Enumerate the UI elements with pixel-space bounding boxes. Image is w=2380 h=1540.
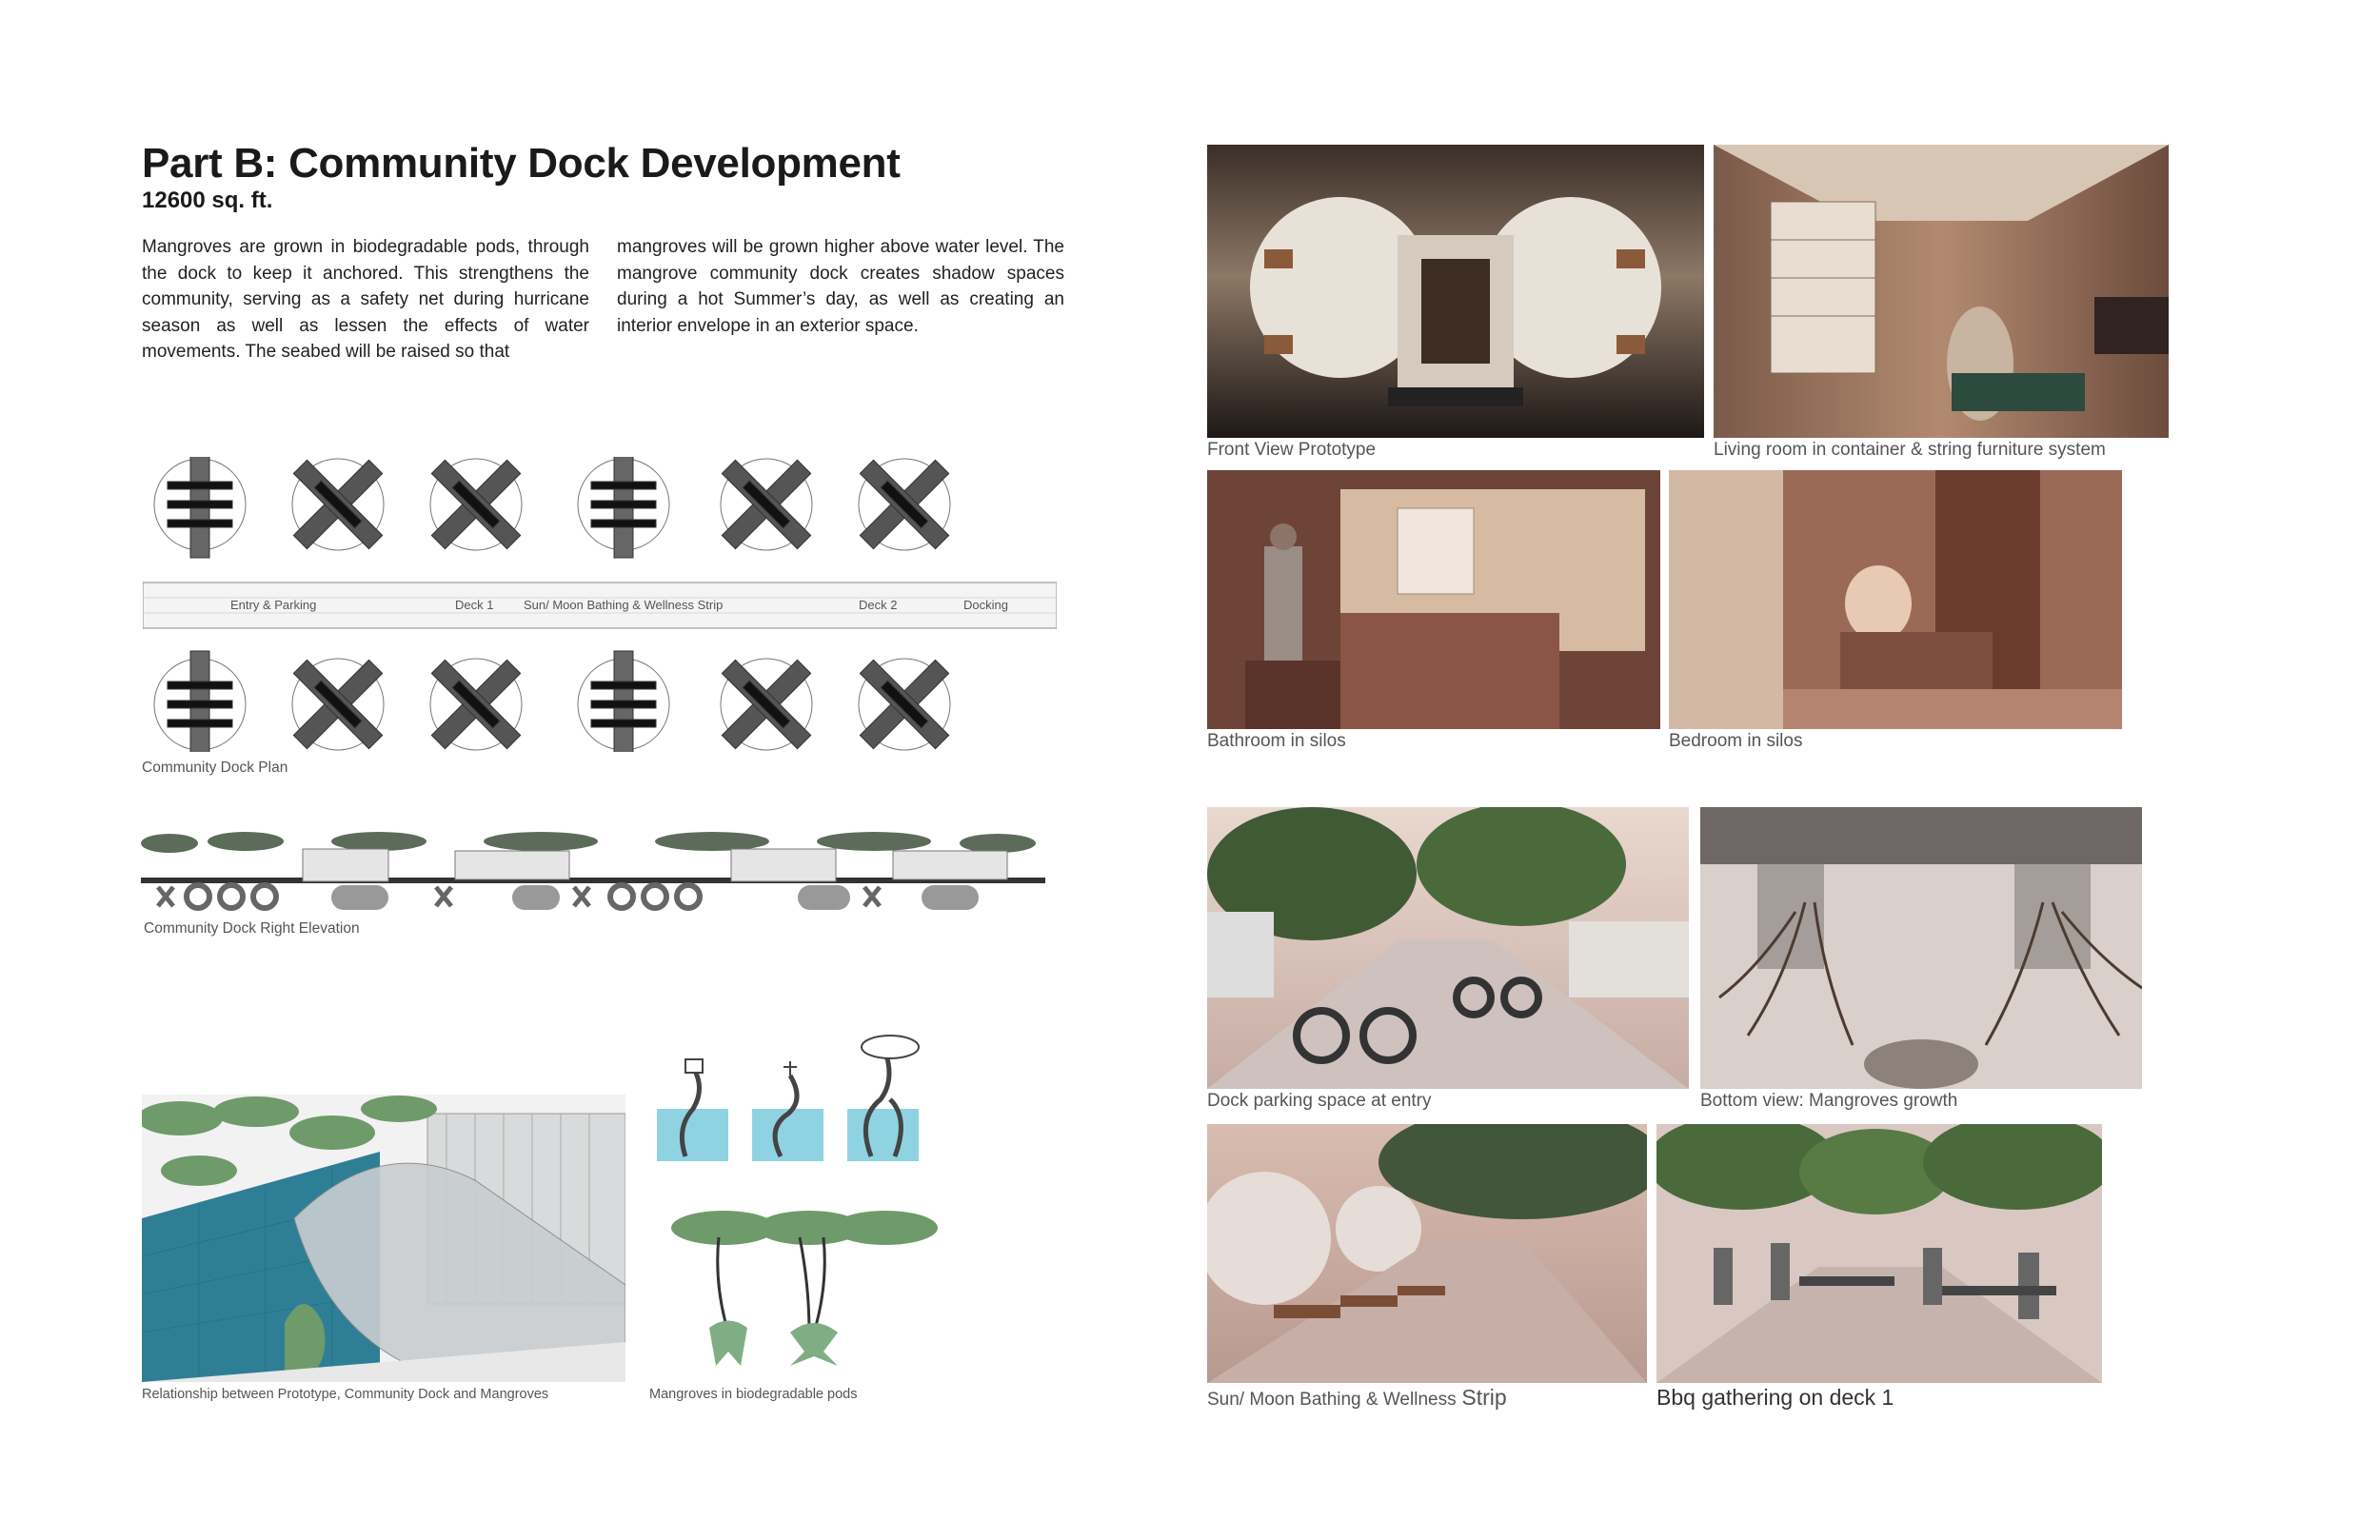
caption-sun-moon-suffix: Strip [1461,1385,1507,1410]
pod-symbol [578,457,669,558]
pod-symbol [430,659,522,750]
pod-symbol [154,457,246,558]
render-bbq-deck1 [1656,1124,2102,1383]
render-living-room [1714,145,2169,438]
caption-dock-parking: Dock parking space at entry [1207,1091,1432,1111]
pod-symbol [292,659,384,750]
pods-caption: Mangroves in biodegradable pods [649,1387,858,1402]
plan-label-strip: Sun/ Moon Bathing & Wellness Strip [524,598,724,612]
pod-symbol [721,459,812,550]
pod-symbol [859,659,950,750]
caption-sun-moon-strip [1207,1385,1507,1411]
mangrove-pods-illustration [666,1209,942,1371]
relationship-caption: Relationship between Prototype, Community Dock and Mangroves [142,1387,549,1402]
elevation-caption: Community Dock Right Elevation [144,920,360,937]
relationship-diagram [142,1095,625,1382]
caption-bathroom: Bathroom in silos [1207,731,1346,751]
community-dock-elevation [141,828,1045,914]
plan-label-entry: Entry & Parking [230,598,317,612]
pod-symbol [721,659,812,750]
render-bedroom [1669,470,2122,729]
body-text-col1: Mangroves are grown in biodegradable pods, through the dock to keep it anchored. This strengthens the community, serving as a safety net during hurricane season as well as lessen the effects of water movements. The seabed will be raised so that [142,237,589,362]
caption-bbq: Bbq gathering on deck 1 [1656,1385,1894,1410]
pod-symbol [292,459,384,550]
plan-label-deck1: Deck 1 [455,598,494,612]
pod-symbol [859,459,950,550]
render-sun-moon-strip [1207,1124,1647,1383]
page-title: Part B: Community Dock Development [142,140,901,187]
render-front-view [1207,145,1704,438]
render-bathroom [1207,470,1660,729]
caption-bedroom: Bedroom in silos [1669,731,1803,751]
caption-sun-moon-prefix: Sun/ Moon Bathing & Wellness [1207,1390,1457,1410]
render-bottom-view [1700,807,2142,1089]
pod-symbol [430,459,522,550]
area-subtitle: 12600 sq. ft. [142,188,273,213]
pod-symbol [154,651,246,752]
community-dock-plan [143,457,1057,752]
pod-growth-diagram [657,1033,942,1175]
render-dock-parking [1207,807,1689,1089]
caption-living-room: Living room in container & string furniture system [1714,440,2106,460]
plan-caption: Community Dock Plan [142,760,288,776]
body-text-col2: mangroves will be grown higher above water level. The mangrove community dock creates shadow spaces during a hot Summer’s day, as well as creating an interior envelope in an exterior space. [617,237,1064,336]
plan-label-deck2: Deck 2 [859,598,898,612]
caption-bottom-view: Bottom view: Mangroves growth [1700,1091,1958,1111]
pod-symbol [578,651,669,752]
plan-label-docking: Docking [963,598,1008,612]
caption-front-view: Front View Prototype [1207,440,1377,460]
